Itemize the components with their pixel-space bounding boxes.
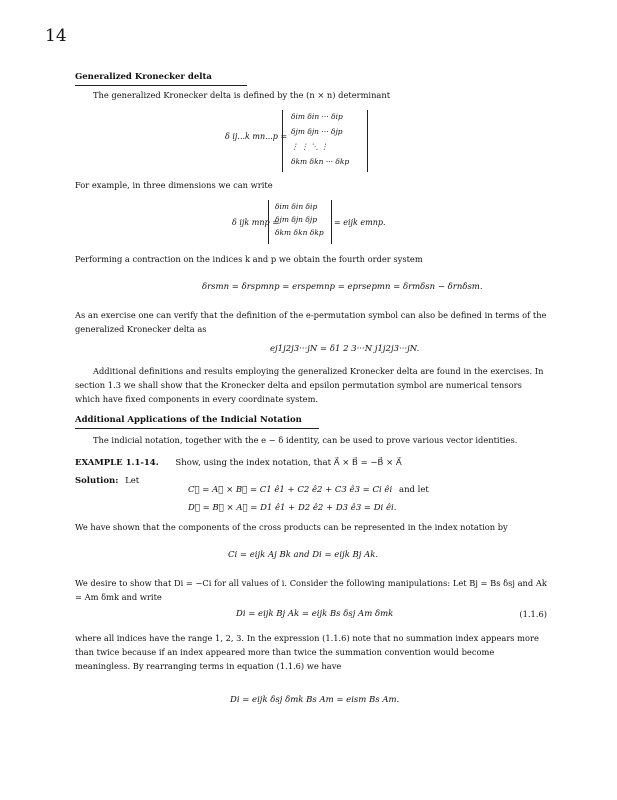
paragraph-shown: We have shown that the components of the cross products can be represented in the index notation by: [75, 522, 508, 532]
paragraph-additional: Additional definitions and results employing the generalized Kronecker delta are found in the exercises. In section 1.3 we shall show that the Kronecker delta and epsilon permutation symbol are numerical tensors which have fixed components in every coordinate system.: [75, 366, 544, 404]
paragraph-three-dim: For example, in three dimensions we can write: [75, 180, 273, 190]
determinant-row: δjm δjn δjp: [275, 215, 318, 224]
and-let-text: and let: [399, 485, 429, 495]
determinant-matrix: [282, 110, 368, 172]
paragraph-applications-intro: The indicial notation, together with the e − δ identity, can be used to prove various vector identities.: [93, 435, 518, 445]
equation-c-vector: C⃗ = A⃗ × B⃗ = C1 ê1 + C2 ê2 + C3 ê3 = Ci êi: [188, 485, 393, 495]
equation-d-vector: D⃗ = B⃗ × A⃗ = D1 ê1 + D2 ê2 + D3 ê3 = Di êi.: [188, 503, 397, 513]
paragraph-desire: We desire to show that Di = −Ci for all values of i. Consider the following manipulations: Let Bj = Bs δsj and Ak = Am δmk and write: [75, 578, 547, 602]
paragraph-contraction: Performing a contraction on the indices k and p we obtain the fourth order system: [75, 254, 423, 264]
equation-contraction: δrsmn = δrspmnp = erspemnp = eprsepmn = δrmδsn − δrnδsm.: [202, 282, 483, 292]
example-label: EXAMPLE 1.1-14.: [75, 458, 159, 468]
section-heading-applications: Additional Applications of the Indicial Notation: [75, 415, 302, 425]
determinant-row: δkm δkn δkp: [275, 228, 324, 237]
three-dim-matrix: [268, 200, 332, 244]
section-heading-kronecker: Generalized Kronecker delta: [75, 72, 212, 82]
solution-let: Let: [125, 476, 140, 486]
determinant-row: ⋮ ⋮ ⋱ ⋮: [291, 142, 329, 151]
solution-line: [75, 476, 139, 486]
determinant-row: δim δin δip: [275, 202, 318, 211]
solution-label: Solution:: [75, 476, 119, 486]
equation-exercise: ej1j2j3···jN = δ1 2 3···N j1j2j3···jN.: [270, 344, 420, 354]
example-heading: [75, 458, 402, 468]
paragraph-intro: The generalized Kronecker delta is defined by the (n × n) determinant: [93, 90, 391, 100]
three-dim-lhs: δ ijk mnp =: [232, 218, 279, 227]
page-number: 14: [45, 26, 67, 46]
equation-number: (1.1.6): [519, 609, 547, 619]
equation-components: Ci = eijk Aj Bk and Di = eijk Bj Ak.: [228, 550, 379, 560]
heading-underline: [75, 428, 319, 429]
determinant-row: δim δin ··· δip: [291, 112, 343, 121]
paragraph-range: where all indices have the range 1, 2, 3. In the expression (1.1.6) note that no summation index appears more than twice because if an index appeared more than twice the summation convention would become meaningless. By rearranging terms in equation (1.1.6) we have: [75, 633, 539, 671]
three-dim-rhs: = eijk emnp.: [334, 218, 386, 227]
determinant-row: δjm δjn ··· δjp: [291, 127, 343, 136]
equation-final: Di = eijk δsj δmk Bs Am = eism Bs Am.: [230, 695, 400, 705]
equation-1-1-6: Di = eijk Bj Ak = eijk Bs δsj Am δmk: [236, 609, 394, 619]
heading-underline: [75, 85, 247, 86]
example-text: Show, using the index notation, that A⃗ × B⃗ = −B⃗ × A⃗: [175, 458, 402, 468]
paragraph-exercise: As an exercise one can verify that the definition of the e-permutation symbol can also be defined in terms of the generalized Kronecker delta as: [75, 310, 547, 334]
determinant-row: δkm δkn ··· δkp: [291, 157, 350, 166]
determinant-lhs: δ ij...k mn...p =: [225, 132, 288, 141]
